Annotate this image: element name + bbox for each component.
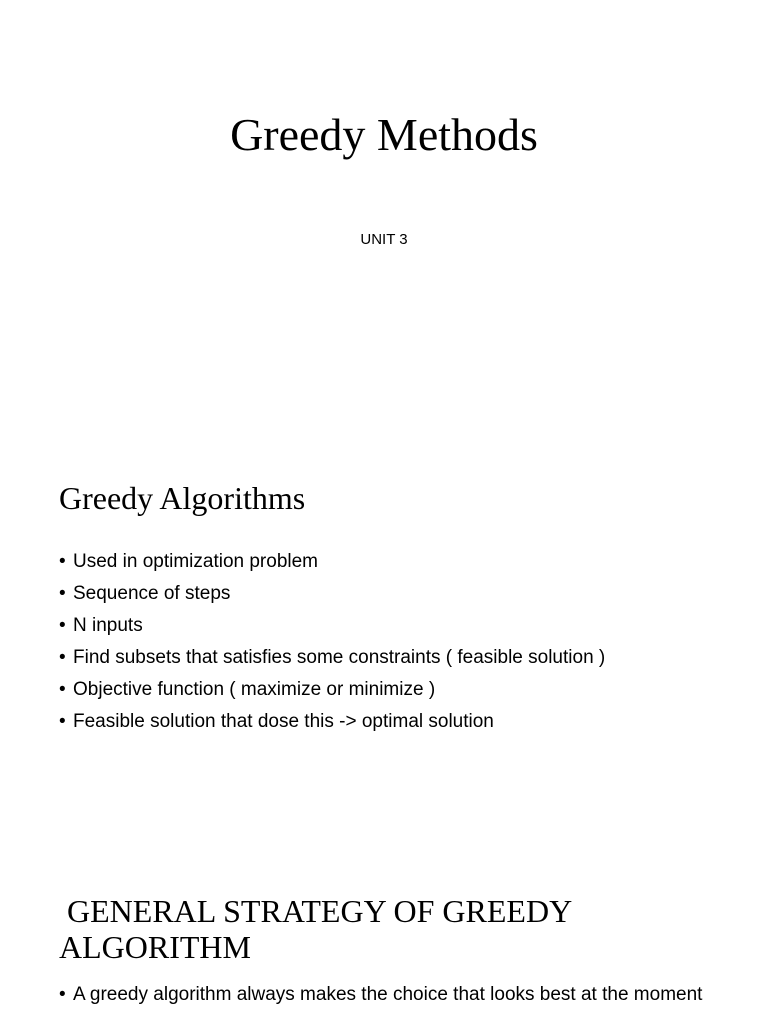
general-strategy-bullet-list (58, 982, 718, 1008)
slide-title: Greedy Methods (230, 109, 538, 160)
greedy-algorithms-bullet-list (58, 546, 605, 738)
section-title-general-strategy: GENERAL STRATEGY OF GREEDY ALGORITHM (59, 893, 578, 965)
slide-subtitle: UNIT 3 (360, 231, 408, 248)
bullet-item: • Objective function ( maximize or minimize ) (58, 674, 605, 706)
bullet-item: • Sequence of steps (58, 578, 605, 610)
bullet-item: • A greedy algorithm always makes the choice that looks best at the moment (58, 982, 718, 1008)
bullet-item: • Used in optimization problem (58, 546, 605, 578)
bullet-item: • Find subsets that satisfies some constraints ( feasible solution ) (58, 642, 605, 674)
bullet-item: • Feasible solution that dose this -> optimal solution (58, 706, 605, 738)
bullet-item: • N inputs (58, 610, 605, 642)
section-title-greedy-algorithms: Greedy Algorithms (59, 480, 306, 516)
